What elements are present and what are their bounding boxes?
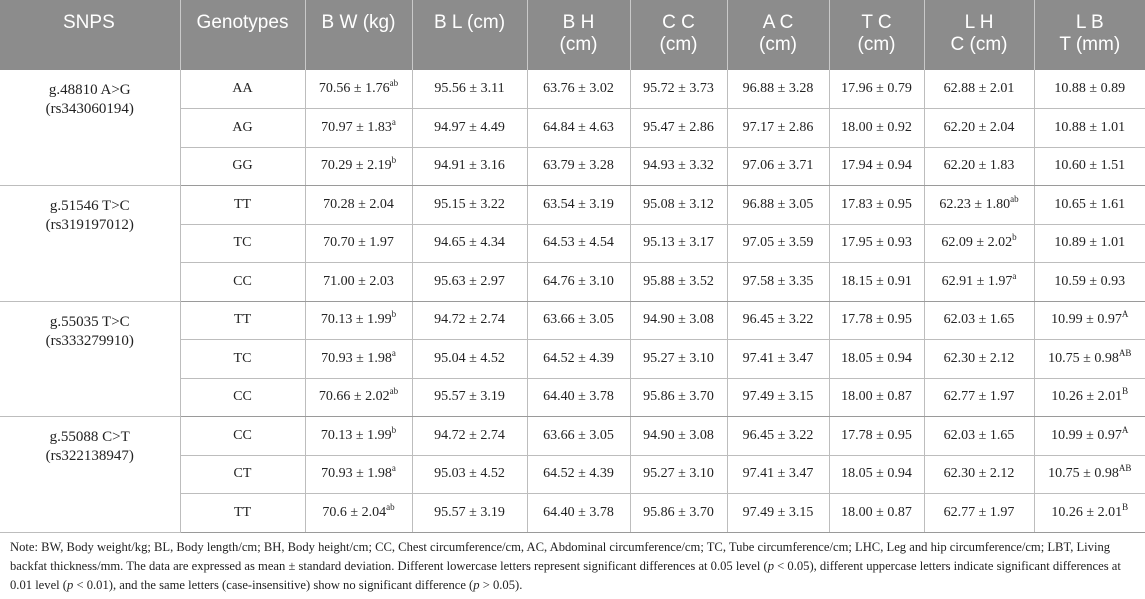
significance-letter: b xyxy=(391,309,397,320)
snp-cell xyxy=(0,70,180,186)
cell-value: 10.99 ± 0.97 xyxy=(1051,312,1122,328)
bw-cell xyxy=(305,455,412,494)
lhc-cell xyxy=(924,378,1034,417)
cell-value: 70.13 ± 1.99 xyxy=(320,427,392,443)
significance-letter: a xyxy=(391,347,396,358)
cell-value: 95.86 ± 3.70 xyxy=(643,504,714,520)
cell-value: 95.27 ± 3.10 xyxy=(643,350,714,366)
genotype-cell xyxy=(180,147,305,186)
bl-cell xyxy=(412,224,527,263)
cell-value: 62.77 ± 1.97 xyxy=(943,389,1015,405)
genotype-cell xyxy=(180,70,305,109)
cell-value: 17.94 ± 0.94 xyxy=(841,158,912,174)
cell-value: 64.40 ± 3.78 xyxy=(543,389,614,405)
ac-cell xyxy=(727,455,829,494)
cell-value: 95.27 ± 3.10 xyxy=(643,466,714,482)
cell-value: 17.78 ± 0.95 xyxy=(841,427,912,443)
tc-cell xyxy=(829,263,924,302)
significance-letter: b xyxy=(1012,232,1017,243)
cell-value: 62.03 ± 1.65 xyxy=(943,312,1015,328)
significance-letter: AB xyxy=(1118,347,1132,358)
ac-cell xyxy=(727,494,829,533)
bw-cell xyxy=(305,70,412,109)
column-header-cc: C C (cm) xyxy=(630,0,727,70)
bh-cell xyxy=(527,186,630,225)
column-header-lbt: L B T (mm) xyxy=(1034,0,1145,70)
cell-value: 64.84 ± 4.63 xyxy=(543,119,614,135)
bw-cell xyxy=(305,263,412,302)
cell-value: 18.15 ± 0.91 xyxy=(841,273,912,289)
lbt-cell xyxy=(1034,147,1145,186)
ac-cell xyxy=(727,109,829,148)
genotype-cell xyxy=(180,378,305,417)
bw-cell xyxy=(305,340,412,379)
table-footnote: Note: BW, Body weight/kg; BL, Body length/cm; BH, Body height/cm; CC, Chest circumference/cm, AC, Abdominal circumference/cm; TC, Tube circumference/cm; LHC, Leg and hip circumference/cm; LBT, Living backfat thickness/mm. The data are expressed as mean ± standard deviation. Different lowercase letters represent significant differences at 0.05 level (p < 0.05), different uppercase letters indicate significant differences at 0.01 level (p < 0.01), and the same letters (case-insensitive) show no significant difference (p > 0.05). xyxy=(10,540,1121,592)
ac-cell xyxy=(727,340,829,379)
significance-letter: a xyxy=(391,116,396,127)
cell-value: 64.40 ± 3.78 xyxy=(543,504,614,520)
significance-letter: ab xyxy=(386,501,395,512)
table-row xyxy=(0,186,1145,225)
cell-value: 63.66 ± 3.05 xyxy=(543,312,614,328)
cell-value: 63.66 ± 3.05 xyxy=(543,427,614,443)
bl-cell xyxy=(412,494,527,533)
snp-name: g.55035 T>C xyxy=(49,313,130,330)
column-header-bw: B W (kg) xyxy=(305,0,412,70)
cell-value: GG xyxy=(232,158,253,174)
cell-value: 18.05 ± 0.94 xyxy=(841,466,912,482)
cell-value: 70.56 ± 1.76 xyxy=(318,81,390,96)
snp-cell xyxy=(0,301,180,417)
tc-cell xyxy=(829,70,924,109)
cell-value: 97.58 ± 3.35 xyxy=(742,273,814,289)
bh-cell xyxy=(527,494,630,533)
lhc-cell xyxy=(924,263,1034,302)
genotype-cell xyxy=(180,263,305,302)
cell-value: 96.88 ± 3.28 xyxy=(742,81,814,96)
cell-value: TC xyxy=(233,350,252,366)
cell-value: 62.20 ± 2.04 xyxy=(943,119,1015,135)
cell-value: 96.45 ± 3.22 xyxy=(742,427,814,443)
significance-letter: B xyxy=(1122,501,1129,512)
bl-cell xyxy=(412,417,527,456)
cell-value: 10.65 ± 1.61 xyxy=(1054,196,1126,212)
table-row xyxy=(0,301,1145,340)
cc-cell xyxy=(630,494,727,533)
cell-value: 18.00 ± 0.92 xyxy=(841,119,912,135)
bl-cell xyxy=(412,109,527,148)
cell-value: 70.6 ± 2.04 xyxy=(322,504,387,520)
snp-name: g.51546 T>C xyxy=(49,198,130,214)
column-header-bh: B H (cm) xyxy=(527,0,630,70)
bh-cell xyxy=(527,378,630,417)
genotype-cell xyxy=(180,455,305,494)
cell-value: 10.26 ± 2.01 xyxy=(1051,389,1123,405)
bh-cell xyxy=(527,340,630,379)
bw-cell xyxy=(305,378,412,417)
cell-value: 94.72 ± 2.74 xyxy=(434,312,505,328)
lhc-cell xyxy=(924,70,1034,109)
cell-value: 18.05 ± 0.94 xyxy=(841,350,912,366)
column-header-lhc: L H C (cm) xyxy=(924,0,1034,70)
lbt-cell xyxy=(1034,70,1145,109)
ac-cell xyxy=(727,263,829,302)
cell-value: 17.83 ± 0.95 xyxy=(841,196,912,212)
lhc-cell xyxy=(924,147,1034,186)
significance-letter: B xyxy=(1122,386,1129,397)
cc-cell xyxy=(630,109,727,148)
cell-value: 97.17 ± 2.86 xyxy=(742,119,814,135)
cell-value: 10.75 ± 0.98 xyxy=(1048,466,1119,482)
lhc-cell xyxy=(924,340,1034,379)
cell-value: 10.99 ± 0.97 xyxy=(1051,427,1122,443)
cell-value: 95.56 ± 3.11 xyxy=(434,81,505,96)
bh-cell xyxy=(527,455,630,494)
tc-cell xyxy=(829,455,924,494)
cell-value: 95.47 ± 2.86 xyxy=(643,119,714,135)
cell-value: 97.49 ± 3.15 xyxy=(742,389,814,405)
cell-value: 18.00 ± 0.87 xyxy=(841,389,912,405)
tc-cell xyxy=(829,494,924,533)
lbt-cell xyxy=(1034,455,1145,494)
cell-value: TT xyxy=(233,504,252,520)
cell-value: 94.90 ± 3.08 xyxy=(643,427,714,443)
cell-value: 63.79 ± 3.28 xyxy=(543,158,614,174)
cc-cell xyxy=(630,301,727,340)
cell-value: 94.65 ± 4.34 xyxy=(434,235,505,251)
cc-cell xyxy=(630,224,727,263)
significance-letter: ab xyxy=(1010,193,1019,204)
cell-value: 63.54 ± 3.19 xyxy=(543,196,614,212)
cell-value: AG xyxy=(232,119,253,135)
lhc-cell xyxy=(924,494,1034,533)
lbt-cell xyxy=(1034,378,1145,417)
lbt-cell xyxy=(1034,301,1145,340)
bl-cell xyxy=(412,186,527,225)
cell-value: 64.76 ± 3.10 xyxy=(543,273,614,289)
tc-cell xyxy=(829,186,924,225)
lhc-cell xyxy=(924,417,1034,456)
cc-cell xyxy=(630,263,727,302)
snp-rs-id: (rs343060194) xyxy=(45,101,134,117)
significance-letter: a xyxy=(391,463,396,474)
cc-cell xyxy=(630,455,727,494)
bh-cell xyxy=(527,263,630,302)
genotype-cell xyxy=(180,301,305,340)
cell-value: 70.66 ± 2.02 xyxy=(318,389,390,405)
cell-value: 70.29 ± 2.19 xyxy=(320,158,392,174)
bw-cell xyxy=(305,186,412,225)
cell-value: 95.72 ± 3.73 xyxy=(643,81,714,96)
significance-letter: ab xyxy=(389,78,399,88)
cell-value: 62.88 ± 2.01 xyxy=(943,81,1015,96)
cell-value: 95.88 ± 3.52 xyxy=(643,273,714,289)
cell-value: 95.57 ± 3.19 xyxy=(434,504,505,520)
cell-value: 17.78 ± 0.95 xyxy=(841,312,912,328)
cell-value: 95.15 ± 3.22 xyxy=(434,196,505,212)
bh-cell xyxy=(527,109,630,148)
column-header-tc: T C (cm) xyxy=(829,0,924,70)
bw-cell xyxy=(305,301,412,340)
ac-cell xyxy=(727,186,829,225)
ac-cell xyxy=(727,417,829,456)
lbt-cell xyxy=(1034,186,1145,225)
snp-rs-id: (rs333279910) xyxy=(45,332,134,349)
column-header-snps: SNPS xyxy=(0,0,180,70)
bl-cell xyxy=(412,340,527,379)
bw-cell xyxy=(305,109,412,148)
table-row xyxy=(0,417,1145,456)
cell-value: 62.03 ± 1.65 xyxy=(943,427,1015,443)
cc-cell xyxy=(630,417,727,456)
significance-letter: b xyxy=(391,155,397,166)
cell-value: 97.41 ± 3.47 xyxy=(742,466,814,482)
genotype-cell xyxy=(180,224,305,263)
bl-cell xyxy=(412,455,527,494)
table-body xyxy=(0,70,1145,532)
cell-value: 94.91 ± 3.16 xyxy=(434,158,505,174)
bw-cell xyxy=(305,224,412,263)
cell-value: 95.86 ± 3.70 xyxy=(643,389,714,405)
tc-cell xyxy=(829,109,924,148)
tc-cell xyxy=(829,378,924,417)
cell-value: 63.76 ± 3.02 xyxy=(543,81,614,96)
ac-cell xyxy=(727,224,829,263)
lbt-cell xyxy=(1034,417,1145,456)
cell-value: 97.06 ± 3.71 xyxy=(742,158,814,174)
cell-value: 10.26 ± 2.01 xyxy=(1051,504,1123,520)
cell-value: TT xyxy=(233,312,252,328)
bw-cell xyxy=(305,147,412,186)
cell-value: 97.49 ± 3.15 xyxy=(742,504,814,520)
ac-cell xyxy=(727,301,829,340)
cell-value: 10.89 ± 1.01 xyxy=(1054,235,1126,251)
bw-cell xyxy=(305,417,412,456)
cell-value: 62.91 ± 1.97 xyxy=(941,273,1013,289)
cc-cell xyxy=(630,147,727,186)
ac-cell xyxy=(727,70,829,109)
cell-value: 70.28 ± 2.04 xyxy=(323,196,394,212)
lbt-cell xyxy=(1034,340,1145,379)
cc-cell xyxy=(630,70,727,109)
cell-value: 70.70 ± 1.97 xyxy=(323,235,394,251)
cell-value: AA xyxy=(232,81,253,96)
ac-cell xyxy=(727,147,829,186)
cell-value: 64.52 ± 4.39 xyxy=(543,350,614,366)
significance-letter: A xyxy=(1121,309,1129,320)
tc-cell xyxy=(829,340,924,379)
cell-value: 70.13 ± 1.99 xyxy=(320,312,392,328)
cell-value: 62.77 ± 1.97 xyxy=(943,504,1015,520)
snp-name: g.48810 A>G xyxy=(48,82,131,98)
bh-cell xyxy=(527,70,630,109)
cell-value: CC xyxy=(233,389,252,405)
column-header-bl: B L (cm) xyxy=(412,0,527,70)
cell-value: 96.45 ± 3.22 xyxy=(742,312,814,328)
genotype-cell xyxy=(180,109,305,148)
column-header-genotypes: Genotypes xyxy=(180,0,305,70)
snp-name: g.55088 C>T xyxy=(49,429,130,445)
cell-value: CC xyxy=(233,427,252,443)
cell-value: 10.88 ± 1.01 xyxy=(1054,119,1126,135)
snp-rs-id: (rs319197012) xyxy=(45,217,134,233)
cell-value: 95.03 ± 4.52 xyxy=(434,466,505,482)
genotype-cell xyxy=(180,494,305,533)
cell-value: 70.93 ± 1.98 xyxy=(321,466,392,482)
cc-cell xyxy=(630,186,727,225)
cell-value: 17.96 ± 0.79 xyxy=(841,81,912,96)
bl-cell xyxy=(412,263,527,302)
bh-cell xyxy=(527,417,630,456)
tc-cell xyxy=(829,301,924,340)
cell-value: 96.88 ± 3.05 xyxy=(742,196,814,212)
genotype-cell xyxy=(180,340,305,379)
ac-cell xyxy=(727,378,829,417)
lhc-cell xyxy=(924,186,1034,225)
cell-value: 17.95 ± 0.93 xyxy=(841,235,912,251)
cell-value: 97.05 ± 3.59 xyxy=(742,235,814,251)
lbt-cell xyxy=(1034,494,1145,533)
cell-value: 70.97 ± 1.83 xyxy=(321,119,392,135)
genotype-cell xyxy=(180,417,305,456)
cell-value: 10.75 ± 0.98 xyxy=(1048,350,1119,366)
significance-letter: a xyxy=(1012,270,1017,281)
cell-value: 64.53 ± 4.54 xyxy=(543,235,614,251)
cell-value: 62.09 ± 2.02 xyxy=(941,235,1013,251)
cell-value: 70.93 ± 1.98 xyxy=(321,350,392,366)
significance-letter: b xyxy=(391,424,397,435)
cell-value: 95.04 ± 4.52 xyxy=(434,350,505,366)
cell-value: 10.60 ± 1.51 xyxy=(1054,158,1126,174)
tc-cell xyxy=(829,224,924,263)
bh-cell xyxy=(527,224,630,263)
cell-value: 10.88 ± 0.89 xyxy=(1054,81,1126,96)
lbt-cell xyxy=(1034,109,1145,148)
cell-value: 62.23 ± 1.80 xyxy=(939,196,1011,212)
cell-value: 18.00 ± 0.87 xyxy=(841,504,912,520)
lhc-cell xyxy=(924,109,1034,148)
header-row xyxy=(0,0,1145,70)
bw-cell xyxy=(305,494,412,533)
cell-value: 64.52 ± 4.39 xyxy=(543,466,614,482)
table-row xyxy=(0,70,1145,109)
bh-cell xyxy=(527,147,630,186)
cell-value: 95.13 ± 3.17 xyxy=(643,235,714,251)
cell-value: 94.90 ± 3.08 xyxy=(643,312,714,328)
snp-cell xyxy=(0,186,180,302)
lhc-cell xyxy=(924,301,1034,340)
lbt-cell xyxy=(1034,263,1145,302)
bl-cell xyxy=(412,378,527,417)
bl-cell xyxy=(412,70,527,109)
significance-letter: AB xyxy=(1118,463,1132,474)
lhc-cell xyxy=(924,455,1034,494)
significance-letter: A xyxy=(1121,424,1129,435)
snp-rs-id: (rs322138947) xyxy=(45,448,134,464)
cell-value: CT xyxy=(233,466,252,482)
cell-value: 95.57 ± 3.19 xyxy=(434,389,505,405)
cell-value: 10.59 ± 0.93 xyxy=(1054,273,1126,289)
cell-value: TC xyxy=(233,235,252,251)
tc-cell xyxy=(829,417,924,456)
bl-cell xyxy=(412,147,527,186)
cell-value: 62.30 ± 2.12 xyxy=(943,350,1015,366)
bl-cell xyxy=(412,301,527,340)
cell-value: CC xyxy=(233,273,252,289)
cc-cell xyxy=(630,378,727,417)
cell-value: 95.08 ± 3.12 xyxy=(643,196,714,212)
snp-cell xyxy=(0,417,180,533)
cell-value: 62.20 ± 1.83 xyxy=(943,158,1015,174)
column-header-ac: A C (cm) xyxy=(727,0,829,70)
significance-letter: ab xyxy=(389,386,399,397)
tc-cell xyxy=(829,147,924,186)
genotype-cell xyxy=(180,186,305,225)
lhc-cell xyxy=(924,224,1034,263)
cell-value: 95.63 ± 2.97 xyxy=(434,273,505,289)
cell-value: TT xyxy=(233,196,252,212)
cell-value: 97.41 ± 3.47 xyxy=(742,350,814,366)
cc-cell xyxy=(630,340,727,379)
lbt-cell xyxy=(1034,224,1145,263)
cell-value: 94.97 ± 4.49 xyxy=(434,119,505,135)
cell-value: 62.30 ± 2.12 xyxy=(943,466,1015,482)
cell-value: 71.00 ± 2.03 xyxy=(323,273,394,289)
cell-value: 94.72 ± 2.74 xyxy=(434,427,505,443)
cell-value: 94.93 ± 3.32 xyxy=(643,158,714,174)
bh-cell xyxy=(527,301,630,340)
